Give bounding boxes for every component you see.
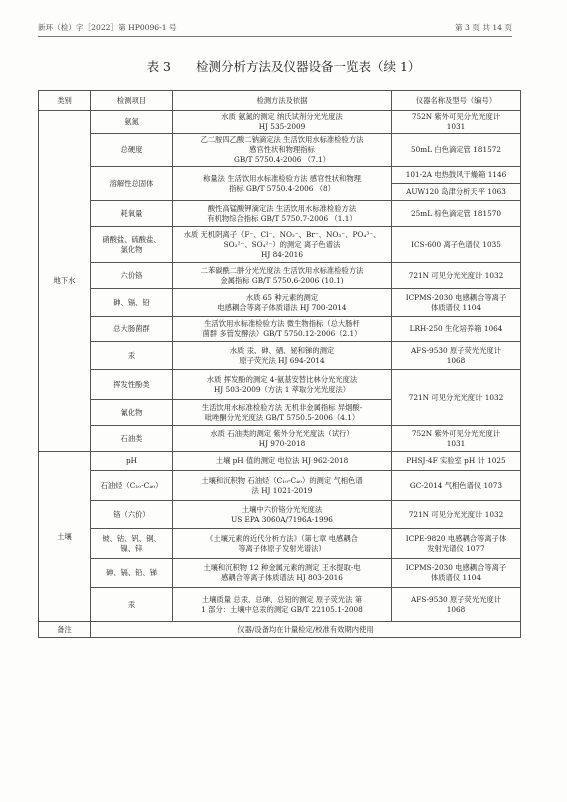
- item-cell: 砷、镉、铅、锑: [91, 559, 173, 588]
- method-cell: 水质 汞、砷、硒、铋和锑的测定 原子荧光法 HJ 694-2014: [173, 342, 392, 370]
- item-cell: 砷、镉、铅: [91, 289, 173, 317]
- table-row: [39, 588, 521, 622]
- instrument-cell: GC-2014 气相色谱仪 1073: [392, 471, 521, 501]
- table-row: [39, 167, 521, 184]
- table-row: [39, 529, 521, 559]
- table-header-row: [39, 91, 521, 111]
- item-cell: 氰化物: [91, 400, 173, 426]
- item-cell: 总硬度: [91, 134, 173, 167]
- item-cell: 总大肠菌群: [91, 317, 173, 342]
- table-row: [39, 370, 521, 400]
- item-cell: 挥发性酚类: [91, 370, 173, 400]
- method-cell: 土壤和沉积物 石油烃（C₁₀-C₄₀）的测定 气相色谱 法 HJ 1021-2019: [173, 471, 392, 501]
- instrument-cell: AFS-9530 原子荧光光度计 1068: [392, 342, 521, 370]
- table-row: [39, 289, 521, 317]
- table-title: 表 3 检测分析方法及仪器设备一览表（续 1）: [146, 59, 421, 74]
- instrument-cell: 721N 可见分光光度计 1032: [392, 501, 521, 529]
- item-cell: 汞: [91, 342, 173, 370]
- item-cell: 铬（六价）: [91, 501, 173, 529]
- table-row: [39, 227, 521, 263]
- instrument-cell: LRH-250 生化培养箱 1064: [392, 317, 521, 342]
- method-cell: 水质 挥发酚的测定 4-氨基安替比林分光光度法 HJ 503-2009（方法 1 萃取分光光度法）: [173, 370, 392, 400]
- method-cell: 土壤质量 总汞、总砷、总铅的测定 原子荧光法 第 1 部分：土壤中总汞的测定 GB/T 22105.1-2008: [173, 588, 392, 622]
- instrument-cell: AFS-9530 原子荧光光度计 1068: [392, 588, 521, 622]
- header-item: 检测项目: [91, 91, 173, 111]
- table-row: [39, 452, 521, 471]
- item-cell: 石油类: [91, 426, 173, 452]
- category-cell: 地下水: [39, 111, 91, 452]
- table-row: [39, 201, 521, 227]
- table-row: [39, 426, 521, 452]
- remark-label: 备注: [39, 622, 91, 638]
- item-cell: pH: [91, 452, 173, 471]
- instrument-cell: ICS-600 离子色谱仪 1035: [392, 227, 521, 263]
- method-cell: 土壤中六价铬分光光度法 US EPA 3060A/7196A-1996: [173, 501, 392, 529]
- method-cell: 乙二胺四乙酸二钠滴定法 生活饮用水标准检验方法 感官性状和物理指标 GB/T 5750.4-2006 （7.1）: [173, 134, 392, 167]
- method-cell: 水质 氨氮的测定 纳氏试剂分光光度法 HJ 535-2009: [173, 111, 392, 134]
- item-cell: 耗氧量: [91, 201, 173, 227]
- table-row: [39, 559, 521, 588]
- item-cell: 石油烃（C₁₀-C₄₀）: [91, 471, 173, 501]
- item-cell: 硝酸盐、硫酸盐、 氯化物: [91, 227, 173, 263]
- method-cell: 水质 无机阴离子（F⁻、Cl⁻、NO₂⁻、Br⁻、NO₃⁻、PO₄³⁻、 SO₃²⁻、SO₄²⁻）的测定 离子色谱法 HJ 84-2016: [173, 227, 392, 263]
- method-cell: 生活饮用水标准检验方法 无机非金属指标 异烟酸- 吡唑酮分光光度法 GB/T 5750.5-2006（4.1）: [173, 400, 392, 426]
- method-cell: 土壤 pH 值的测定 电位法 HJ 962-2018: [173, 452, 392, 471]
- item-cell: 铍、钴、钒、铜、 镍、锌: [91, 529, 173, 559]
- instrument-cell: 50mL 白色滴定管 181572: [392, 134, 521, 167]
- table-row: [39, 263, 521, 289]
- method-cell: 水质 石油类的测定 紫外分光光度法（试行） HJ 970-2018: [173, 426, 392, 452]
- instrument-cell: 721N 可见分光光度计 1032: [392, 370, 521, 426]
- header-category: 类别: [39, 91, 91, 111]
- item-cell: 氨氮: [91, 111, 173, 134]
- method-cell: 水质 65 种元素的测定 电感耦合等离子体质谱法 HJ 700-2014: [173, 289, 392, 317]
- table-row: [39, 317, 521, 342]
- header-rule: [38, 36, 512, 37]
- category-cell: 土壤: [39, 452, 91, 622]
- report-number: 新环（检）字［2022］第 HP0096-1 号: [38, 23, 177, 32]
- instrument-cell: PHSJ-4F 实验室 pH 计 1025: [392, 452, 521, 471]
- header-method: 检测方法及依据: [173, 91, 392, 111]
- instrument-cell: 752N 紫外可见分光光度计 1031: [392, 111, 521, 134]
- method-cell: 二苯碳酰二肼分光光度法 生活饮用水标准检验方法 金属指标 GB/T 5750.6-2006 (10.1): [173, 263, 392, 289]
- table-row: [39, 471, 521, 501]
- page-header: [38, 22, 512, 36]
- instrument-cell: 25mL 棕色滴定管 181570: [392, 201, 521, 227]
- item-cell: 六价铬: [91, 263, 173, 289]
- table-row: [39, 111, 521, 134]
- instrument-cell: ICPMS-2030 电感耦合等离子 体质谱仪 1104: [392, 559, 521, 588]
- method-cell: 生活饮用水标准检验方法 微生物指标（总大肠杆 菌群 多管发酵法）GB/T 5750.12-2006（2.1）: [173, 317, 392, 342]
- remark-row: [39, 622, 521, 638]
- page-number: 第 3 页 共 14 页: [455, 23, 512, 32]
- header-instrument: 仪器名称及型号（编号）: [392, 91, 521, 111]
- table-row: [39, 501, 521, 529]
- instrument-cell: ICPE-9820 电感耦合等离子体 发射光谱仪 1077: [392, 529, 521, 559]
- item-cell: 汞: [91, 588, 173, 622]
- instrument-cell: AUW120 岛津分析天平 1063: [392, 184, 521, 201]
- instrument-cell: 752N 紫外可见分光光度计 1031: [392, 426, 521, 452]
- instrument-cell: ICPMS-2030 电感耦合等离子 体质谱仪 1104: [392, 289, 521, 317]
- table-row: [39, 342, 521, 370]
- item-cell: 溶解性总固体: [91, 167, 173, 201]
- instrument-cell: 101-2A 电热鼓风干燥箱 1146: [392, 167, 521, 184]
- method-cell: 土壤和沉积物 12 种金属元素的测定 王水提取-电 感耦合等离子体质谱法 HJ 803-2016: [173, 559, 392, 588]
- instrument-cell: 721N 可见分光光度计 1032: [392, 263, 521, 289]
- method-cell: 称量法 生活饮用水标准检验方法 感官性状和物理 指标 GB/T 5750.4-2006 （8）: [173, 167, 392, 201]
- table-row: [39, 134, 521, 167]
- methods-table: [38, 90, 521, 638]
- method-cell: 《土壤元素的近代分析方法》（第七章 电感耦合 等离子体原子发射光谱法）: [173, 529, 392, 559]
- remark-text: 仪器/设备均在计量检定/校准有效期内使用: [91, 622, 521, 638]
- method-cell: 酸性高锰酸钾滴定法 生活饮用水标准检验方法 有机物综合指标 GB/T 5750.7-2006 （1.1）: [173, 201, 392, 227]
- table-body: [39, 111, 521, 638]
